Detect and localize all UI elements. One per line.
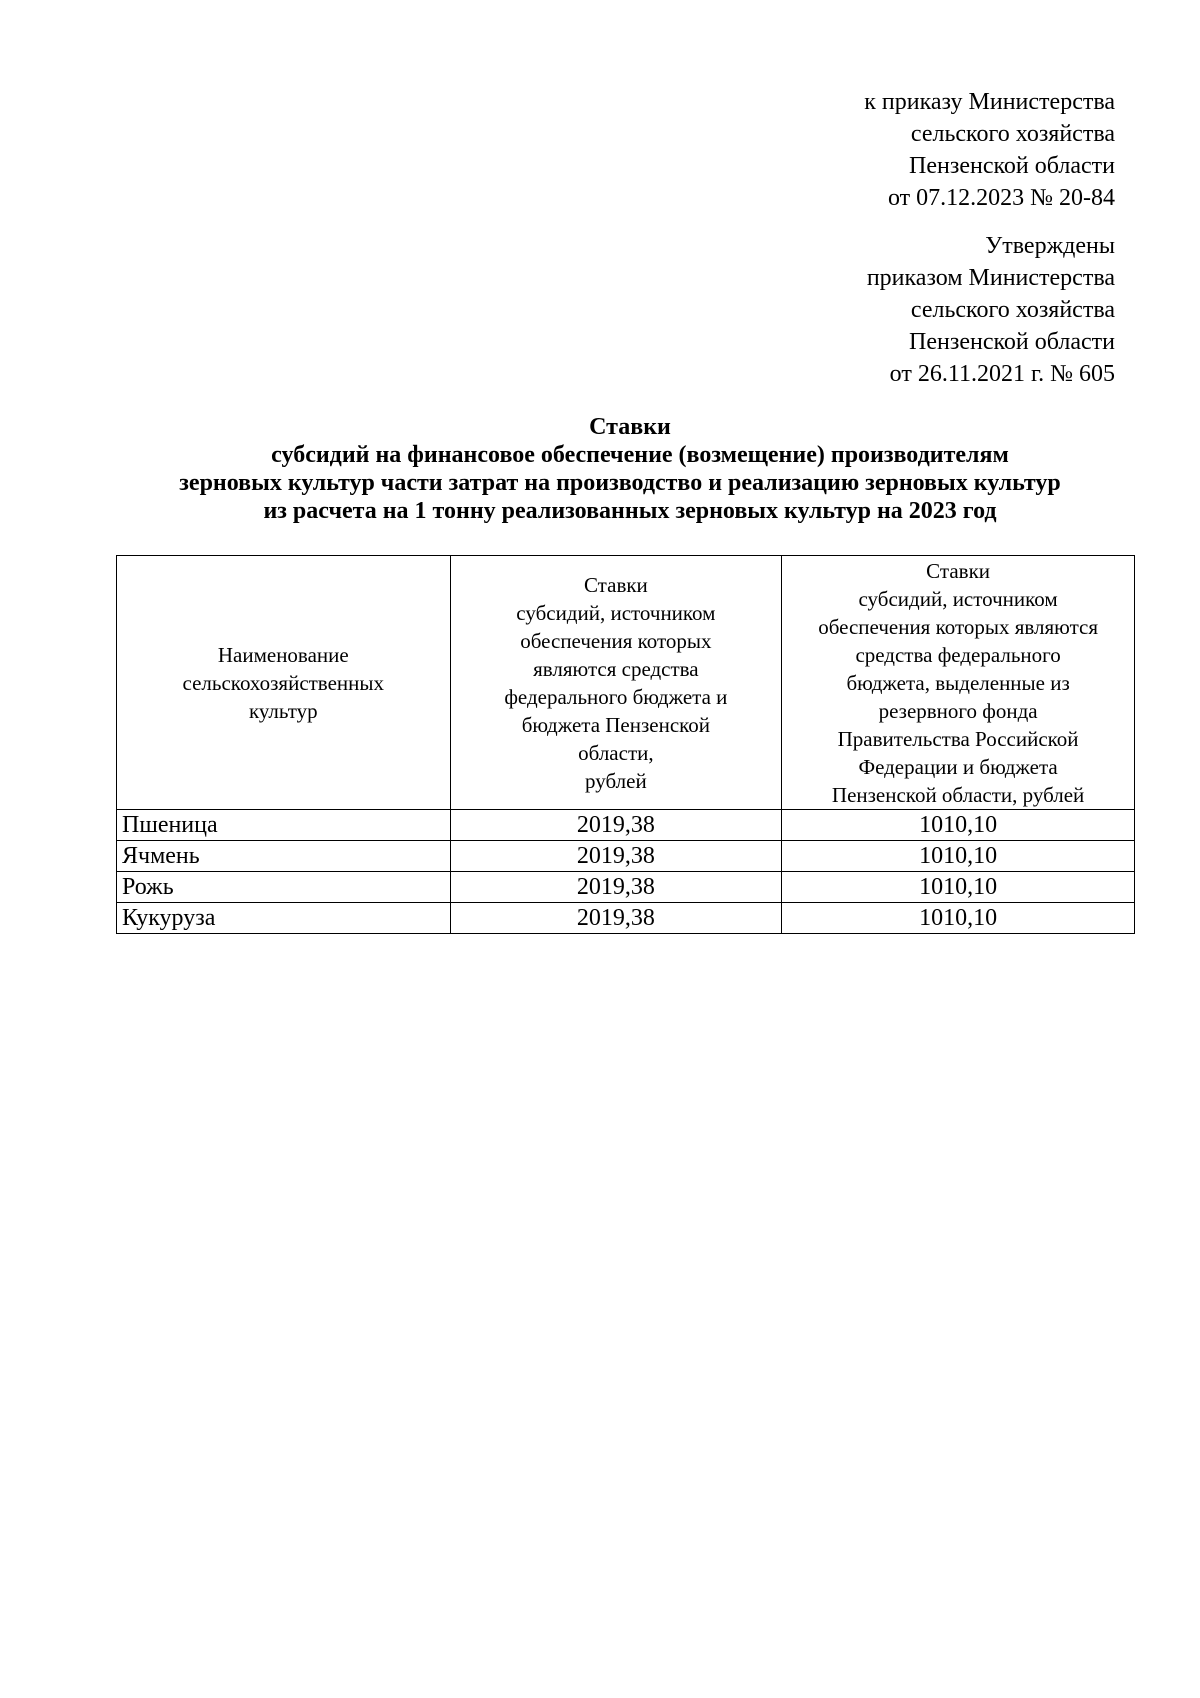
title-line: субсидий на финансовое обеспечение (возмещение) производителям xyxy=(271,442,1009,468)
rate-reserve-cell: 1010,10 xyxy=(782,872,1135,903)
rate-reserve-cell: 1010,10 xyxy=(782,810,1135,841)
table-header-row xyxy=(117,556,1135,810)
header-rate-reserve: Ставки субсидий, источником обеспечения которых являются средства федерального бюджета, выделенные из резервного фонда Правительства Российской Федерации и бюджета Пензенской области, рублей xyxy=(782,556,1135,810)
title-line: из расчета на 1 тонну реализованных зерновых культур на 2023 год xyxy=(263,498,997,524)
title-line: Ставки xyxy=(589,414,671,440)
approval-line: приказом Министерства xyxy=(866,265,1115,291)
rate-regional-cell: 2019,38 xyxy=(450,872,782,903)
approval-reference xyxy=(867,230,1115,390)
attachment-reference xyxy=(864,86,1115,214)
attachment-line: от 07.12.2023 № 20-84 xyxy=(887,185,1115,211)
rate-regional-cell: 2019,38 xyxy=(450,810,782,841)
rate-reserve-cell: 1010,10 xyxy=(782,841,1135,872)
rate-regional-cell: 2019,38 xyxy=(450,841,782,872)
table-row xyxy=(117,903,1135,934)
rate-reserve-cell: 1010,10 xyxy=(782,903,1135,934)
attachment-line: к приказу Министерства xyxy=(864,89,1115,115)
attachment-line: сельского хозяйства xyxy=(910,121,1115,147)
header-rate-regional: Ставки субсидий, источником обеспечения которых являются средства федерального бюджета и бюджета Пензенской области, рублей xyxy=(450,556,782,810)
crop-name-cell: Ячмень xyxy=(117,841,451,872)
approval-line: Утверждены xyxy=(985,233,1115,259)
title-line: зерновых культур части затрат на производство и реализацию зерновых культур xyxy=(179,470,1061,496)
table-row xyxy=(117,872,1135,903)
subsidy-rates-table xyxy=(116,555,1135,934)
table-row xyxy=(117,841,1135,872)
crop-name-cell: Кукуруза xyxy=(117,903,451,934)
crop-name-cell: Рожь xyxy=(117,872,451,903)
approval-line: Пензенской области xyxy=(909,329,1115,355)
table-row xyxy=(117,810,1135,841)
attachment-line: Пензенской области xyxy=(909,153,1115,179)
approval-line: от 26.11.2021 г. № 605 xyxy=(889,361,1115,387)
crop-name-cell: Пшеница xyxy=(117,810,451,841)
header-crop-name: Наименование сельскохозяйственных культур xyxy=(117,556,451,810)
rate-regional-cell: 2019,38 xyxy=(450,903,782,934)
document-title xyxy=(100,413,1140,525)
approval-line: сельского хозяйства xyxy=(910,297,1115,323)
